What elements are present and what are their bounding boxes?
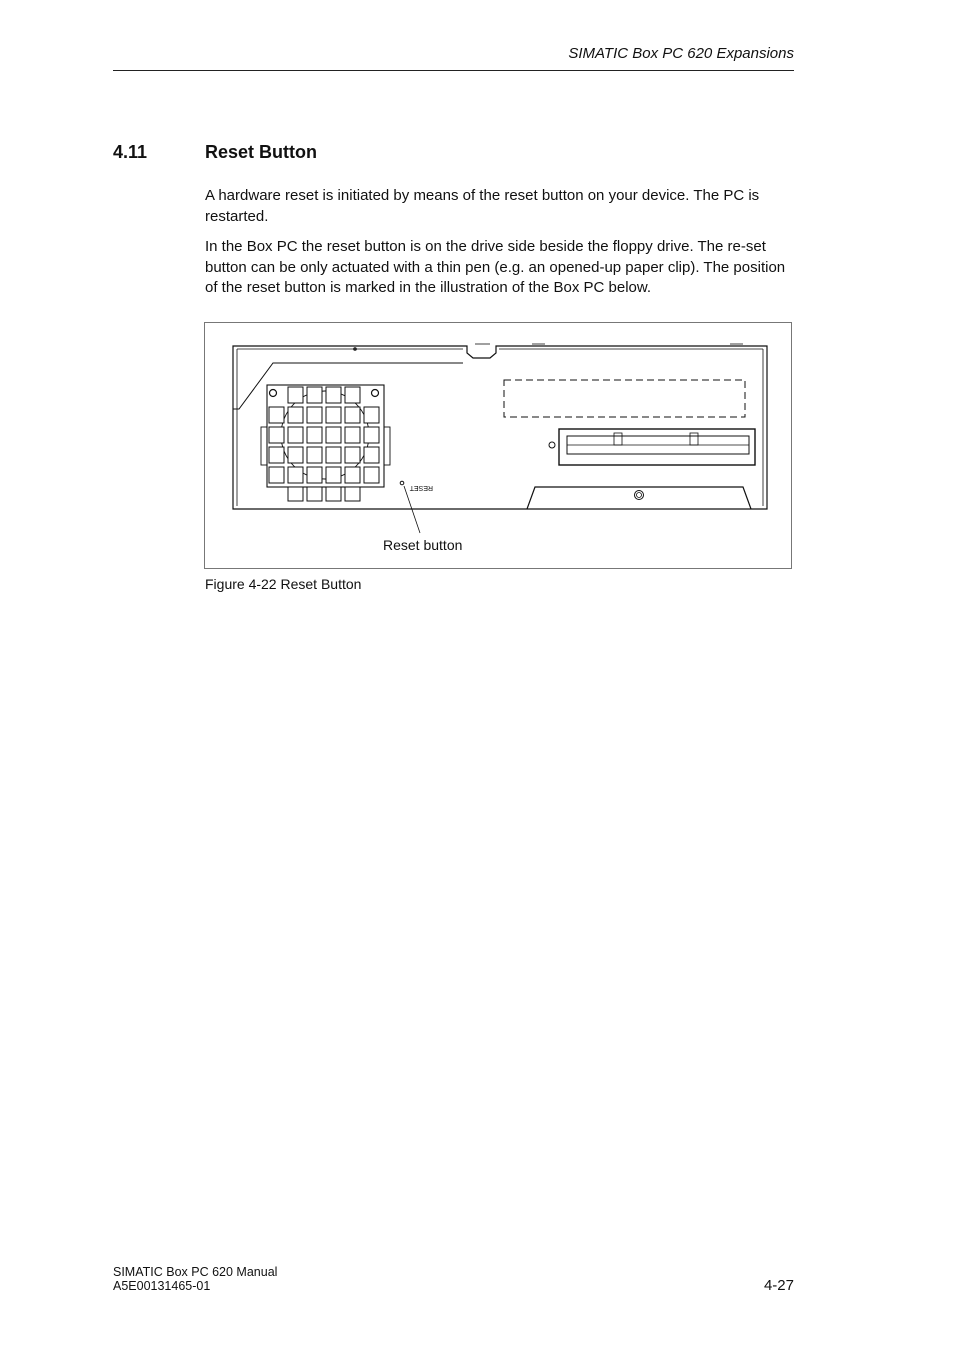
- paragraph-intro: A hardware reset is initiated by means of the reset button on your device. The PC is restarted.: [205, 187, 760, 225]
- header-rule: [113, 70, 794, 71]
- section-number: 4.11: [113, 142, 148, 162]
- reset-panel-label: RESET: [409, 484, 433, 491]
- reset-button-callout: Reset button: [383, 537, 463, 553]
- footer-manual-info: [113, 1265, 277, 1293]
- footer-order-number: A5E00131465-01: [113, 1279, 211, 1293]
- box-pc-front-drawing: [205, 323, 793, 570]
- page-number: 4-27: [763, 1277, 794, 1294]
- figure-frame: [204, 322, 792, 569]
- footer-manual-title: SIMATIC Box PC 620 Manual: [113, 1265, 278, 1279]
- paragraph-location: In the Box PC the reset button is on the drive side beside the floppy drive. The re-set button can be only actuated with a thin pen (e.g. an opened-up paper clip). The position of the reset button is marked in the illustration of the Box PC below.: [205, 238, 786, 296]
- section-title: Reset Button: [205, 142, 317, 162]
- running-head: SIMATIC Box PC 620 Expansions: [568, 45, 794, 62]
- figure-caption: Figure 4-22 Reset Button: [205, 576, 362, 592]
